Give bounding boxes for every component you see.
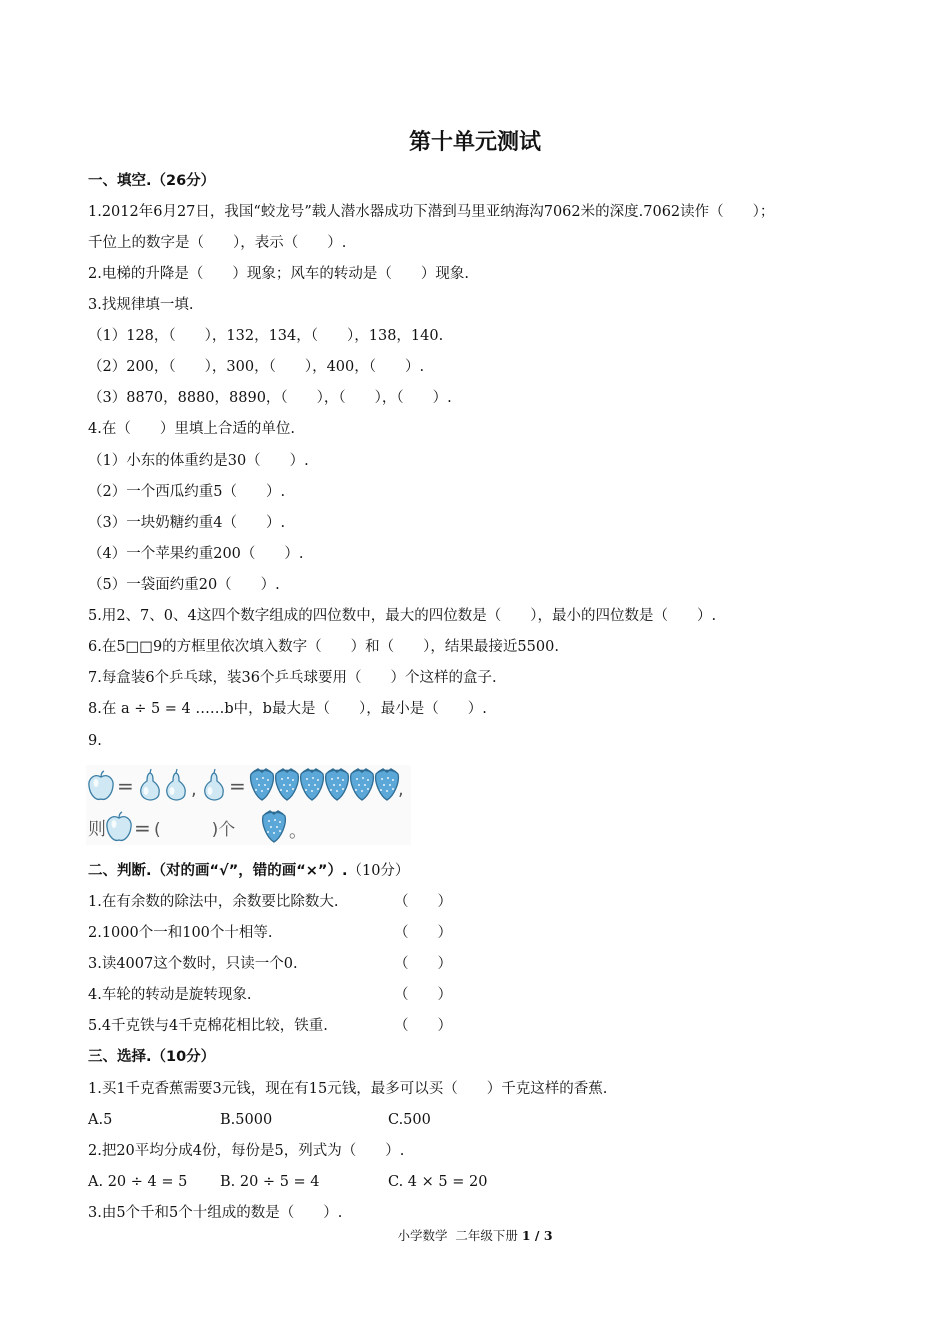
comma-mark: , bbox=[398, 779, 404, 800]
question-line: 1.2012年6月27日，我国“蛟龙号”载人潜水器成功下潜到马里亚纳海沟7062米的深度.7062读作（ ）； bbox=[88, 204, 775, 220]
comma-mark: , bbox=[191, 779, 197, 800]
strawberry-icon bbox=[326, 769, 349, 800]
question-line: （1）小东的体重约是30（ ）. bbox=[88, 453, 309, 469]
choice-question: 2.把20平均分成4份，每份是5，列式为（ ）. bbox=[88, 1143, 405, 1159]
answer-blank: ( )个 bbox=[154, 820, 236, 840]
fruit-figure bbox=[86, 765, 411, 845]
choice-option-b[interactable]: B. 20 ÷ 5 = 4 bbox=[220, 1174, 320, 1190]
choice-question: 1.买1千克香蕉需要3元钱，现在有15元钱，最多可以买（ ）千克这样的香蕉. bbox=[88, 1081, 608, 1097]
page-title: 第十单元测试 bbox=[408, 130, 541, 155]
question-line: 千位上的数字是（ ），表示（ ）. bbox=[88, 235, 347, 251]
question-line: 4.在（ ）里填上合适的单位. bbox=[88, 421, 295, 437]
question-line: （2）200，（ ），300，（ ），400，（ ）. bbox=[88, 359, 425, 375]
question-line: 5.用2、7、0、4这四个数字组成的四位数中，最大的四位数是（ ），最小的四位数是（ ）. bbox=[88, 608, 717, 624]
pear-icon bbox=[167, 769, 185, 800]
choice-option-b[interactable]: B.5000 bbox=[220, 1112, 273, 1128]
apple-icon bbox=[89, 771, 113, 799]
question-line: （5）一袋面约重20（ ）. bbox=[88, 577, 280, 593]
strawberry-icon bbox=[301, 769, 324, 800]
strawberry-icon bbox=[263, 811, 286, 842]
apple-icon bbox=[107, 812, 131, 840]
judge-bracket[interactable]: （ ） bbox=[394, 956, 452, 972]
equals-sign: = bbox=[117, 774, 134, 798]
choice-option-c[interactable]: C.500 bbox=[388, 1112, 431, 1128]
then-label: 则 bbox=[88, 819, 106, 840]
footer-subject: 小学数学 二年级下册 bbox=[397, 1228, 522, 1243]
period-mark: 。 bbox=[289, 821, 307, 842]
question-line: （3）8870，8880，8890，（ ），（ ），（ ）. bbox=[88, 390, 452, 406]
section2-heading: 二、判断.（对的画“√”，错的画“×”）.（10分） bbox=[88, 863, 410, 879]
section1-heading: 一、填空.（26分） bbox=[88, 173, 216, 189]
equals-sign: = bbox=[229, 774, 246, 798]
fruit-illustration bbox=[86, 765, 411, 845]
choice-option-c[interactable]: C. 4 × 5 = 20 bbox=[388, 1174, 488, 1190]
judge-bracket[interactable]: （ ） bbox=[394, 925, 452, 941]
question-line: 6.在5□□9的方框里依次填入数字（ ）和（ ），结果最接近5500. bbox=[88, 639, 559, 655]
pear-icon bbox=[141, 769, 159, 800]
question-line: （2）一个西瓜约重5（ ）. bbox=[88, 484, 286, 500]
choice-option-a[interactable]: A.5 bbox=[88, 1112, 113, 1128]
question-line: （4）一个苹果约重200（ ）. bbox=[88, 546, 304, 562]
judge-item: 4.车轮的转动是旋转现象. bbox=[88, 987, 252, 1003]
judge-item: 5.4千克铁与4千克棉花相比较，铁重. bbox=[88, 1018, 328, 1034]
strawberry-icon bbox=[376, 769, 399, 800]
question-line: 7.每盒装6个乒乓球，装36个乒乓球要用（ ）个这样的盒子. bbox=[88, 670, 497, 686]
question-line: 9. bbox=[88, 733, 102, 749]
question-line: （3）一块奶糖约重4（ ）. bbox=[88, 515, 286, 531]
equals-sign: = bbox=[134, 816, 151, 840]
section3-heading: 三、选择.（10分） bbox=[88, 1049, 216, 1065]
question-line: 3.找规律填一填. bbox=[88, 297, 194, 313]
page-footer bbox=[0, 1226, 950, 1244]
judge-bracket[interactable]: （ ） bbox=[394, 987, 452, 1003]
judge-item: 3.读4007这个数时，只读一个0. bbox=[88, 956, 298, 972]
pear-icon bbox=[205, 769, 223, 800]
strawberry-icon bbox=[276, 769, 299, 800]
judge-bracket[interactable]: （ ） bbox=[394, 1018, 452, 1034]
question-line: 8.在 a ÷ 5 = 4 ……b中，b最大是（ ），最小是（ ）. bbox=[88, 701, 487, 717]
judge-item: 1.在有余数的除法中，余数要比除数大. bbox=[88, 894, 339, 910]
judge-bracket[interactable]: （ ） bbox=[394, 894, 452, 910]
strawberry-icon bbox=[251, 769, 274, 800]
question-line: （1）128，（ ），132，134，（ ），138，140. bbox=[88, 328, 444, 344]
choice-question: 3.由5个千和5个十组成的数是（ ）. bbox=[88, 1205, 343, 1221]
judge-item: 2.1000个一和100个十相等. bbox=[88, 925, 273, 941]
page-number: 1 / 3 bbox=[521, 1228, 553, 1243]
choice-option-a[interactable]: A. 20 ÷ 4 = 5 bbox=[88, 1174, 188, 1190]
question-line: 2.电梯的升降是（ ）现象；风车的转动是（ ）现象. bbox=[88, 266, 469, 282]
strawberry-icon bbox=[351, 769, 374, 800]
